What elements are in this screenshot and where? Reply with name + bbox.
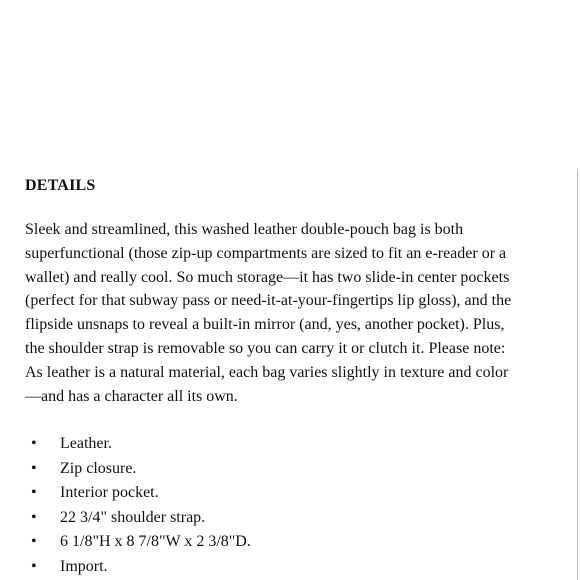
details-heading: DETAILS [25, 177, 96, 194]
details-section [25, 176, 580, 579]
feature-text: 6 1/8"H x 8 7/8"W x 2 3/8"D. [60, 533, 251, 551]
feature-item-pocket [25, 481, 580, 506]
feature-text: 22 3/4" shoulder strap. [60, 508, 206, 526]
feature-item-strap [25, 506, 580, 531]
bullet-icon: • [31, 459, 37, 477]
feature-item-dimensions [25, 530, 580, 555]
bullet-icon: • [31, 508, 37, 526]
feature-text: Import. [60, 557, 108, 575]
feature-text: Leather. [60, 435, 112, 453]
description-line: superfunctional (those zip-up compartments are sized to fit an e-reader or a [25, 244, 507, 262]
bullet-icon: • [31, 533, 37, 551]
description-line: Sleek and streamlined, this washed leather double-pouch bag is both [25, 221, 464, 238]
feature-text: Zip closure. [60, 459, 137, 477]
description-line: As leather is a natural material, each bag varies slightly in texture and color [25, 363, 509, 381]
bullet-icon: • [31, 435, 37, 453]
description-line: wallet) and really cool. So much storage—it has two slide-in center pockets [25, 268, 510, 286]
description-line: —and has a character all its own. [25, 387, 238, 405]
feature-item-material [25, 432, 580, 457]
description-line: (perfect for that subway pass or need-it-at-your-fingertips lip gloss), and the [25, 292, 512, 310]
bullet-icon: • [31, 557, 37, 575]
feature-text: Interior pocket. [60, 484, 159, 502]
bullet-icon: • [31, 484, 37, 502]
description-line: the shoulder strap is removable so you can carry it or clutch it. Please note: [25, 339, 506, 357]
feature-item-closure [25, 457, 580, 482]
feature-list [25, 432, 580, 579]
product-description [25, 218, 580, 408]
description-line: flipside unsnaps to reveal a built-in mirror (and, yes, another pocket). Plus, [25, 316, 505, 334]
feature-item-origin [25, 555, 580, 580]
